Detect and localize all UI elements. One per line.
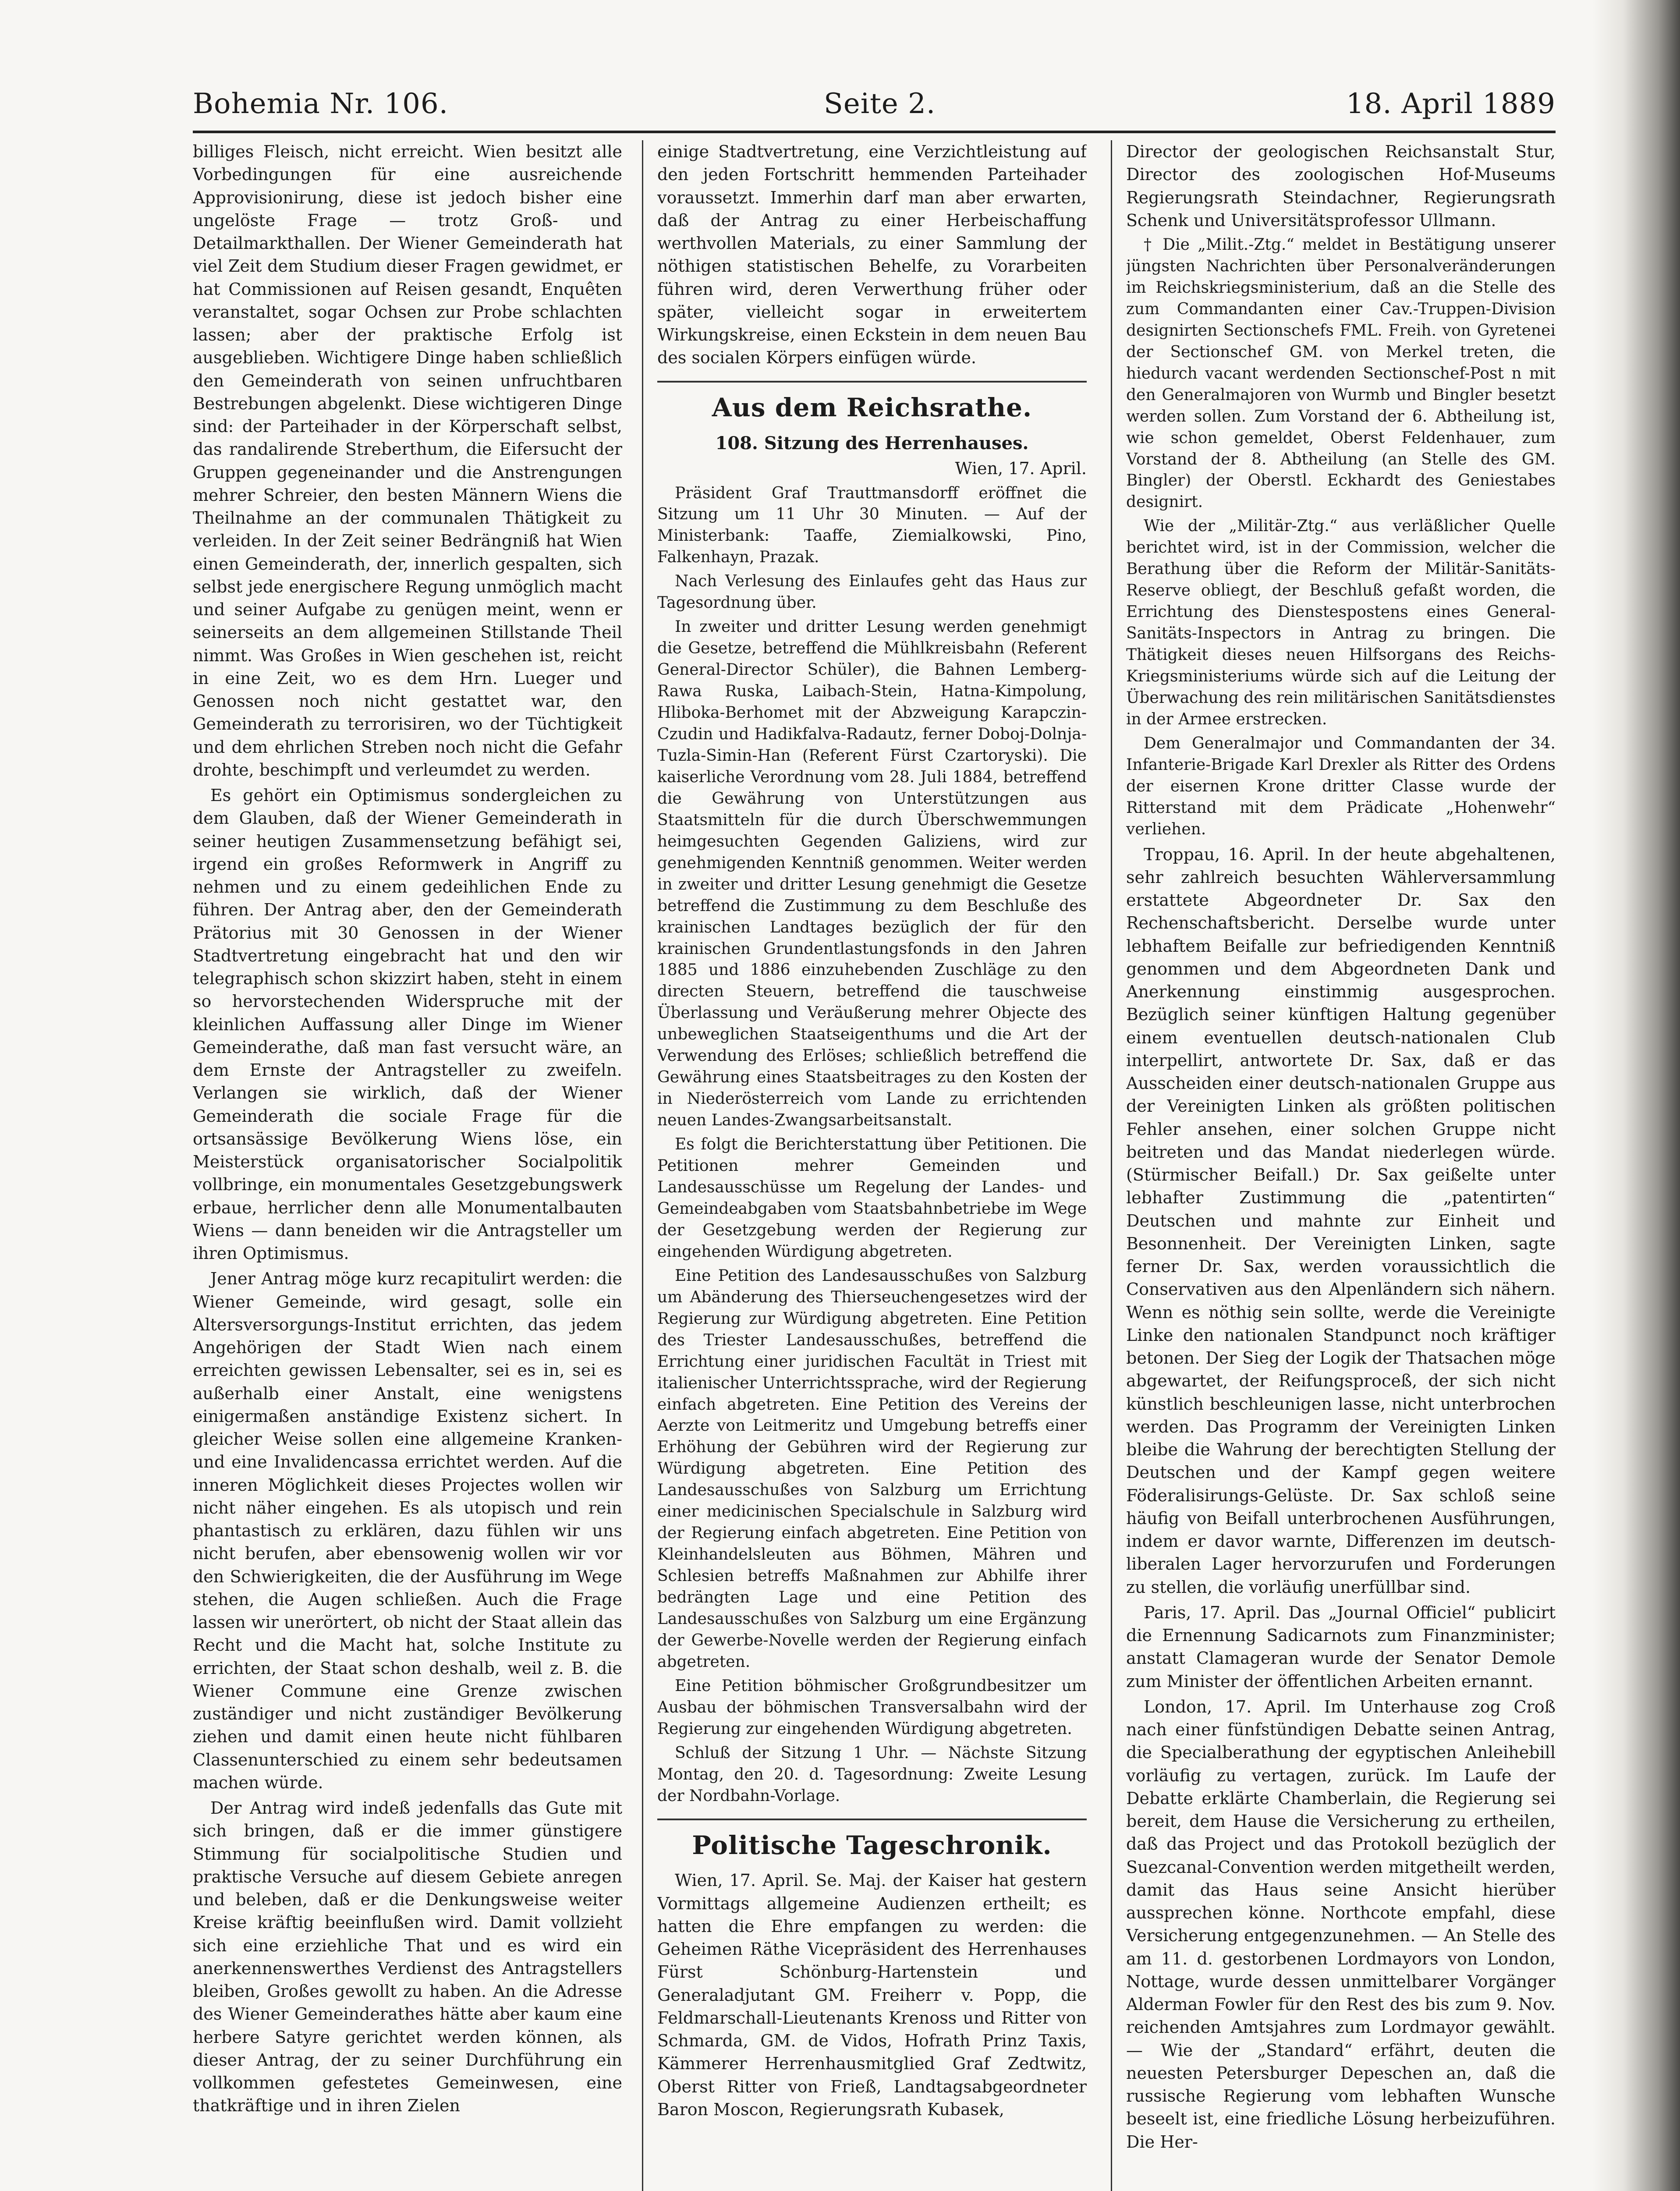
col2-paragraph: Eine Petition des Landesausschußes von Salzburg um Abänderung des Thierseuchengesetzes wird der Regierung zur Würdigung abgetreten. Eine Petition des Triester Landesausschußes, betreffend die Errichtung einer juridischen Facultät in Triest mit italienischer Unterrichtssprache, wird der Regierung einfach abgetreten. Eine Petition des Vereins der Aerzte von Leitmeritz und Umgebung betreffs einer Erhöhung der Gebühren wird der Regierung zur Würdigung abgetreten. Eine Petition des Landesausschußes von Salzburg um Errichtung einer medicinischen Specialschule in Salzburg wird der Regierung einfach abgetreten. Eine Petition von Kleinhandelsleuten aus Böhmen, Mähren und Schlesien betreffs Maßnahmen zur Abhilfe ihrer bedrängten Lage und eine Petition des Landesausschußes von Salzburg um eine Ergänzung der Gewerbe-Novelle werden der Regierung einfach abgetreten. <box>657 1266 1087 1671</box>
section-heading-tageschronik: Politische Tageschronik. <box>692 1830 1052 1860</box>
col2-paragraph: Präsident Graf Trauttmansdorff eröffnet die Sitzung um 11 Uhr 30 Minuten. — Auf der Ministerbank: Taaffe, Ziemialkowski, Pino, Falkenhayn, Prazak. <box>657 484 1087 567</box>
col3-paragraph: Paris, 17. April. Das „Journal Officiel“ publicirt die Ernennung Sadicarnots zum Finanzminister; anstatt Clamageran wurde der Senator Demole zum Minister der öffentlichen Arbeiten ernannt. <box>1126 1602 1556 1691</box>
col1-paragraph: Der Antrag wird indeß jedenfalls das Gute mit sich bringen, daß er die immer günstigere Stimmung für socialpolitische Studien und praktische Versuche auf diesem Gebiete anregen und beleben, daß er die Denkungsweise weiter Kreise kräftig beeinflußen wird. Damit vollzieht sich eine erziehliche That und es wird ein anerkennenswerthes Verdienst des Antragstellers bleiben, Großes gewollt zu haben. An die Adresse des Wiener Gemeinderathes hätte aber kaum eine herbere Satyre gerichtet werden können, als dieser Antrag, der zu seiner Durchführung ein vollkommen gefestetes Gemeinwesen, eine thatkräftige und in ihren Zielen <box>193 1798 622 2116</box>
section-rule <box>657 1819 1087 1820</box>
masthead-rule <box>193 131 1556 133</box>
column-3 <box>1126 140 1556 2191</box>
col3-paragraph: † Die „Milit.-Ztg.“ meldet in Bestätigung unserer jüngsten Nachrichten über Personalveränderungen im Reichskriegsministerium, daß an die Stelle des zum Commandanten einer Cav.-Truppen-Division designirten Sectionschefs FML. Freih. von Gyretenei der Sectionschef GM. von Merkel treten, die hiedurch vacant werdenden Sectionschef-Post n mit den Generalmajoren von Wurmb und Bingler besetzt werden sollen. Zum Vorstand der 6. Abtheilung ist, wie schon gemeldet, Oberst Feldenhauer, zum Vorstand der 8. Abtheilung (an Stelle des GM. Bingler) der Oberstl. Eckhardt des Geniestabes designirt. <box>1126 236 1556 511</box>
col1-paragraph: Jener Antrag möge kurz recapitulirt werden: die Wiener Gemeinde, wird gesagt, solle ein Altersversorgungs-Institut errichten, das jedem Angehörigen der Stadt Wien nach einem erreichten gewissen Lebensalter, sei es in, sei es außerhalb einer Anstalt, eine wenigstens einigermaßen anständige Existenz sichert. In gleicher Weise sollen eine allgemeine Kranken- und eine Invalidencassa errichtet werden. Auf die inneren Möglichkeit dieses Projectes wollen wir nicht näher eingehen. Es als utopisch und rein phantastisch zu erklären, dazu fühlen wir uns nicht berufen, aber ebensowenig wollen wir vor den Schwierigkeiten, die der Ausführung im Wege stehen, die Augen schließen. Auch die Frage lassen wir unerörtert, ob nicht der Staat allein das Recht und die Macht hat, solche Institute zu errichten, der Staat schon deshalb, weil z. B. die Wiener Commune eine Grenze zwischen zuständiger und nicht zuständiger Bevölkerung ziehen und damit einen heute nicht fühlbaren Classenunterschied zu einem sehr bedeutsamen machen würde. <box>193 1269 622 1792</box>
section-heading-reichsrath: Aus dem Reichsrathe. <box>712 392 1032 422</box>
col1-paragraph: Es gehört ein Optimismus sondergleichen zu dem Glauben, daß der Wiener Gemeinderath in seiner heutigen Zusammensetzung befähigt sei, irgend ein großes Reformwerk in Angriff zu nehmen und zu einem gedeihlichen Ende zu führen. Der Antrag aber, den der Gemeinderath Prätorius mit 30 Genossen in der Wiener Stadtvertretung eingebracht hat und den wir telegraphisch schon skizzirt haben, steht in einem so hervorstechenden Widerspruche mit der kleinlichen Auffassung aller Dinge im Wiener Gemeinderathe, daß man fast versucht wäre, an dem Ernste der Antragsteller zu zweifeln. Verlangen sie wirklich, daß der Wiener Gemeinderath die sociale Frage für die ortsansässige Bevölkerung Wiens löse, ein Meisterstück organisatorischer Socialpolitik vollbringe, ein monumentales Gesetzgebungswerk erbaue, herrlicher denn alle Monumentalbauten Wiens — dann beneiden wir die Antragsteller um ihren Optimismus. <box>193 786 622 1263</box>
column-divider <box>642 140 643 2191</box>
col2-paragraph: Nach Verlesung des Einlaufes geht das Haus zur Tagesordnung über. <box>657 572 1087 612</box>
col1-paragraph: billiges Fleisch, nicht erreicht. Wien besitzt alle Vorbedingungen für eine ausreichende Approvisionirung, diese ist jedoch bisher eine ungelöste Frage — trotz Groß- und Detailmarkthallen. Der Wiener Gemeinderath hat viel Zeit dem Studium dieser Fragen gewidmet, er hat Commissionen auf Reisen gesandt, Enquêten veranstaltet, sogar Ochsen zur Probe schlachten lassen; aber der praktische Erfolg ist ausgeblieben. Wichtigere Dinge haben schließlich den Gemeinderath von seinen unfruchtbaren Bestrebungen abgelenkt. Diese wichtigeren Dinge sind: der Parteihader in der Körperschaft selbst, das randalirende Streberthum, die Eifersucht der Gruppen gegeneinander und die Anstrengungen mehrer Schreier, den besten Männern Wiens die Theilnahme an der communalen Thätigkeit zu verleiden. In der Zeit seiner Bedrängniß hat Wien einen Gemeinderath, der, innerlich gespalten, sich selbst jede energischere Regung unmöglich macht und seiner Aufgabe zu genügen meint, wenn er seinerseits an dem allgemeinen Stillstande Theil nimmt. Was Großes in Wien geschehen ist, reicht in eine Zeit, wo es dem Hrn. Lueger und Genossen noch nicht gestattet war, den Gemeinderath zu terrorisiren, wo der Tüchtigkeit und dem ehrlichen Streben noch nicht die Gefahr drohte, beschimpft und verleumdet zu werden. <box>193 142 622 780</box>
col3-paragraph: Director der geologischen Reichsanstalt Stur, Director des zoologischen Hof-Museums Regierungsrath Steindachner, Regierungsrath Schenk und Universitätsprofessor Ullmann. <box>1126 142 1556 230</box>
section-rule <box>657 381 1087 383</box>
session-subheading: 108. Sitzung des Herrenhauses. <box>715 433 1029 454</box>
col2-paragraph: In zweiter und dritter Lesung werden genehmigt die Gesetze, betreffend die Mühlkreisbahn (Referent General-Director Schüler), die Bahnen Lemberg-Rawa Ruska, Laibach-Stein, Hatna-Kimpolung, Hliboka-Berhomet mit der Abzweigung Karapczin-Czudin und Hadikfalva-Radautz, ferner Doboj-Dolnja-Tuzla-Simin-Han (Referent Fürst Czartoryski). Die kaiserliche Verordnung vom 28. Juli 1884, betreffend die Gewährung von Unterstützungen aus Staatsmitteln für die durch Überschwemmungen heimgesuchten Gegenden Galiziens, wird zur genehmigenden Kenntniß genommen. Weiter werden in zweiter und dritter Lesung genehmigt die Gesetze betreffend die Zustimmung zu dem Beschluße des krainischen Landtages bezüglich der für den krainischen Grundentlastungsfonds in den Jahren 1885 und 1886 einzuhebenden Zuschläge zu den directen Steuern, betreffend die tauschweise Überlassung und Veräußerung mehrer Objecte des unbeweglichen Staatseigenthums und die Art der Verwendung des Erlöses; schließlich betreffend die Gewährung eines Staatsbeitrages zu den Kosten der in Niederösterreich vom Lande zu errichtenden neuen Landes-Zwangsarbeitsanstalt. <box>657 618 1087 1130</box>
dateline: Wien, 17. April. <box>955 459 1087 479</box>
masthead <box>193 74 1556 123</box>
article-columns <box>193 140 1556 2191</box>
col2-paragraph: Schluß der Sitzung 1 Uhr. — Nächste Sitzung Montag, den 20. d. Tagesordnung: Zweite Lesung der Nordbahn-Vorlage. <box>657 1744 1087 1805</box>
newspaper-page <box>193 66 1556 2191</box>
column-1 <box>193 140 622 2191</box>
page-number: Seite 2. <box>824 88 936 120</box>
col2-paragraph: Es folgt die Berichterstattung über Petitionen. Die Petitionen mehrer Gemeinden und Landesausschüsse um Regelung der Landes- und Gemeindeabgaben vom Staatsbahnbetriebe im Wege der Gesetzgebung werden der Regierung zur eingehenden Würdigung abgetreten. <box>657 1135 1087 1261</box>
col3-paragraph: Wie der „Militär-Ztg.“ aus verläßlicher Quelle berichtet wird, ist in der Commission, welcher die Berathung über die Reform der Militär-Sanitäts-Reserve obliegt, der Beschluß gefaßt worden, die Errichtung des Dienstespostens eines General-Sanitäts-Inspectors in Antrag zu bringen. Die Thätigkeit dieses neuen Hilfsorgans des Reichs-Kriegsministeriums würde sich auf die Leitung der Überwachung des rein militärischen Sanitätsdienstes in der Armee erstrecken. <box>1126 517 1556 728</box>
col3-paragraph: London, 17. April. Im Unterhause zog Croß nach einer fünfstündigen Debatte seinen Antrag, die Specialberathung der egyptischen Anleihebill vorläufig zu vertagen, zurück. Im Laufe der Debatte erklärte Chamberlain, die Regierung sei bereit, dem Hause die Versicherung zu ertheilen, daß das Project und das Protokoll bezüglich der Suezcanal-Convention werden mitgetheilt werden, damit das Haus seine Ansicht hierüber aussprechen könne. Northcote empfahl, diese Versicherung entgegenzunehmen. — An Stelle des am 11. d. gestorbenen Lordmayors von London, Nottage, wurde dessen unmittelbarer Vorgänger Alderman Fowler für den Rest des bis zum 9. Nov. reichenden Amtsjahres zum Lordmayor gewählt. — Wie der „Standard“ erfährt, deuten die neuesten Petersburger Depeschen an, daß die russische Regierung vom lebhaften Wunsche beseelt ist, eine friedliche Lösung herbeizuführen. Die Her- <box>1126 1697 1556 2152</box>
book-binding-shadow <box>1592 0 1680 2191</box>
col2-paragraph: einige Stadtvertretung, eine Verzichtleistung auf den jeden Fortschritt hemmenden Parteihader voraussetzt. Immerhin darf man aber erwarten, daß der Antrag zu einer Herbeischaffung werthvollen Materials, zu einer Sammlung der nöthigen statistischen Behelfe, zu Vorarbeiten führen wird, deren Verwerthung früher oder später, vielleicht sogar in erweitertem Wirkungskreise, einen Eckstein in dem neuen Bau des socialen Körpers einfügen würde. <box>657 142 1087 368</box>
column-2 <box>657 140 1087 2191</box>
issue-date: 18. April 1889 <box>1346 88 1556 120</box>
col3-paragraph: Dem Generalmajor und Commandanten der 34. Infanterie-Brigade Karl Drexler als Ritter des Ordens der eisernen Krone dritter Classe wurde der Ritterstand mit dem Prädicate „Hohenwehr“ verliehen. <box>1126 734 1556 838</box>
col2-paragraph: Wien, 17. April. Se. Maj. der Kaiser hat gestern Vormittags allgemeine Audienzen ertheilt; es hatten die Ehre empfangen zu werden: die Geheimen Räthe Vicepräsident des Herrenhauses Fürst Schönburg-Hartenstein und Generaladjutant GM. Freiherr v. Popp, die Feldmarschall-Lieutenants Krenoss und Ritter von Schmarda, GM. de Vidos, Hofrath Prinz Taxis, Kämmerer Herrenhausmitglied Graf Zedtwitz, Oberst Ritter von Frieß, Landtagsabgeordneter Baron Moscon, Regierungsrath Kubasek, <box>657 1871 1087 2119</box>
newspaper-title: Bohemia Nr. 106. <box>193 88 449 120</box>
col3-paragraph: Troppau, 16. April. In der heute abgehaltenen, sehr zahlreich besuchten Wählerversammlung erstattete Abgeordneter Dr. Sax den Rechenschaftsbericht. Derselbe wurde unter lebhaftem Beifalle zur befriedigenden Kenntniß genommen und dem Abgeordneten Dank und Anerkennung einstimmig ausgesprochen. Bezüglich seiner künftigen Haltung gegenüber einem eventuellen deutsch-nationalen Club interpellirt, antwortete Dr. Sax, daß er das Ausscheiden einer deutsch-nationalen Gruppe aus der Vereinigten Linken als größten politischen Fehler ansehen, einer solchen Gruppe nicht beitreten und das Mandat niederlegen würde. (Stürmischer Beifall.) Dr. Sax geißelte unter lebhafter Zustimmung die „patentirten“ Deutschen und mahnte zur Einheit und Besonnenheit. Der Vereinigten Linken, sagte ferner Dr. Sax, werden voraussichtlich die Conservativen aus den Alpenländern sich nähern. Wenn es nöthig sein sollte, werde die Vereinigte Linke den nationalen Standpunct noch kräftiger betonen. Der Sieg der Logik der Thatsachen möge abgewartet, der Reifungsproceß, der sich nicht künstlich beschleunigen lasse, nicht unterbrochen werden. Das Programm der Vereinigten Linken bleibe die Wahrung der berechtigten Stellung der Deutschen und der Kampf gegen weitere Föderalisirungs-Gelüste. Dr. Sax schloß seine häufig von Beifall unterbrochenen Ausführungen, indem er davor warnte, Differenzen im deutsch-liberalen Lager hervorzurufen und Forderungen zu stellen, die vorläufig unerfüllbar sind. <box>1126 844 1556 1597</box>
column-divider <box>1111 140 1112 2191</box>
col2-paragraph: Eine Petition böhmischer Großgrundbesitzer um Ausbau der böhmischen Transversalbahn wird der Regierung zur eingehenden Würdigung abgetreten. <box>657 1677 1087 1738</box>
